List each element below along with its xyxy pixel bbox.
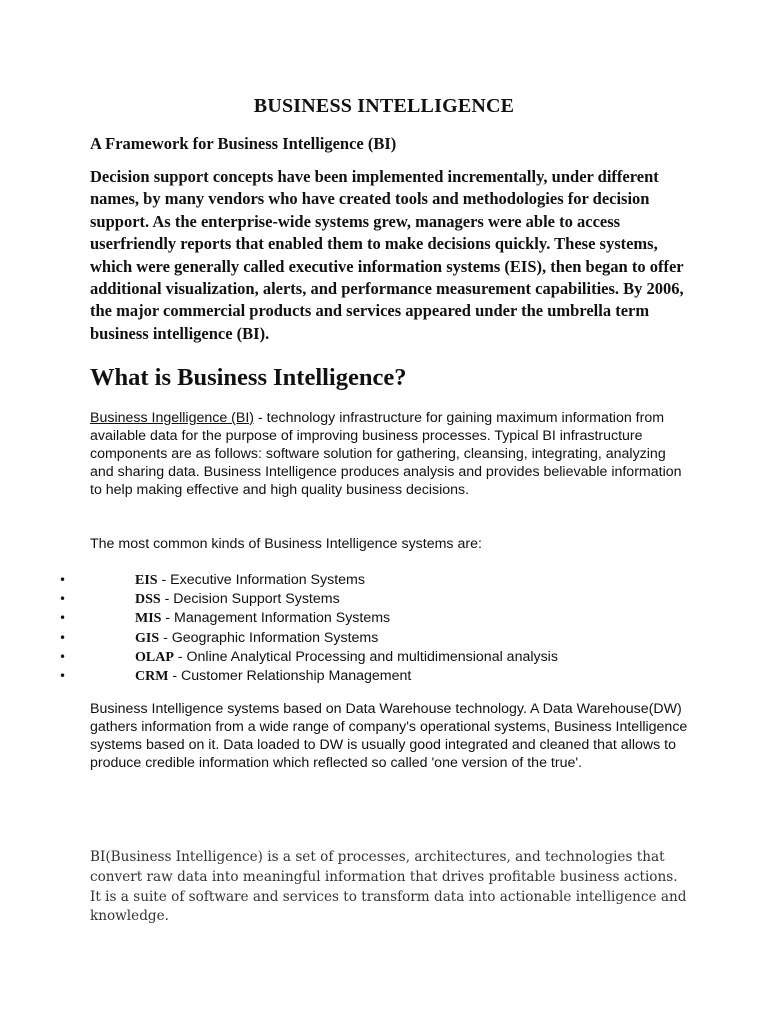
bullet-icon: • xyxy=(59,592,67,607)
bullet-icon: • xyxy=(59,611,67,626)
data-warehouse-paragraph: Business Intelligence systems based on Data Warehouse technology. A Data Warehouse(DW) gathers information from a wide range of company's operational systems, Business Intelligence systems based on it. Data loaded to DW is usually good integrated and cleaned that allows to produce credible information which reflected so called 'one version of the true'. xyxy=(90,701,688,772)
list-item xyxy=(0,590,768,609)
list-item xyxy=(0,667,768,686)
list-item-abbr: MIS xyxy=(135,611,162,627)
definition-term: Business Ingelligence (BI) xyxy=(90,410,255,426)
list-item-abbr: OLAP xyxy=(135,649,174,665)
intro-paragraph: Decision support concepts have been implemented incrementally, under different names, by many vendors who have created tools and methodologies for decision support. As the enterprise-wide systems grew, managers were able to access userfriendly reports that enabled them to make decisions quickly. These systems, which were generally called executive information systems (EIS), then began to offer additional visualization, alerts, and performance measurement capabilities. By 2006, the major commercial products and services appeared under the umbrella term business intelligence (BI). xyxy=(90,167,684,343)
bullet-icon: • xyxy=(59,573,67,587)
list-item-desc: - Decision Support Systems xyxy=(160,591,340,608)
list-item-desc: - Management Information Systems xyxy=(161,610,391,627)
list-item-abbr: CRM xyxy=(135,668,169,684)
list-item-abbr: DSS xyxy=(135,592,161,608)
bi-definition-paragraph: BI(Business Intelligence) is a set of processes, architectures, and technologies that convert raw data into meaningful information that drives profitable business actions. It is a suite of software and services to transform data into actionable intelligence and knowledge. xyxy=(90,849,687,925)
bullet-icon: • xyxy=(59,649,67,664)
definition-paragraph xyxy=(90,409,690,499)
list-item xyxy=(0,629,768,648)
list-item-desc: - Executive Information Systems xyxy=(157,572,365,588)
list-item xyxy=(0,571,768,590)
bullet-icon: • xyxy=(59,630,67,645)
list-item-abbr: EIS xyxy=(135,573,158,588)
list-item xyxy=(0,609,768,628)
list-item-desc: - Geographic Information Systems xyxy=(159,629,379,646)
list-item-desc: - Online Analytical Processing and multidimensional analysis xyxy=(173,648,558,665)
section-subtitle: A Framework for Business Intelligence (BI) xyxy=(90,134,397,153)
document-title: BUSINESS INTELLIGENCE xyxy=(253,95,515,117)
section-heading: What is Business Intelligence? xyxy=(90,364,407,391)
list-item-abbr: GIS xyxy=(135,630,160,646)
list-item-desc: - Customer Relationship Management xyxy=(168,667,412,684)
definition-text: - technology infrastructure for gaining maximum information from available data for the purpose of improving business processes. Typical BI infrastructure components are as follows: software solution for gathering, cleansing, integrating, analyzing and sharing data. Business Intelligence produces analysis and provides believable information to help making effective and high quality business decisions. xyxy=(90,410,682,499)
list-item xyxy=(0,648,768,667)
kinds-intro: The most common kinds of Business Intelligence systems are: xyxy=(90,536,482,552)
bi-kinds-list xyxy=(0,571,768,686)
bullet-icon: • xyxy=(59,668,67,683)
